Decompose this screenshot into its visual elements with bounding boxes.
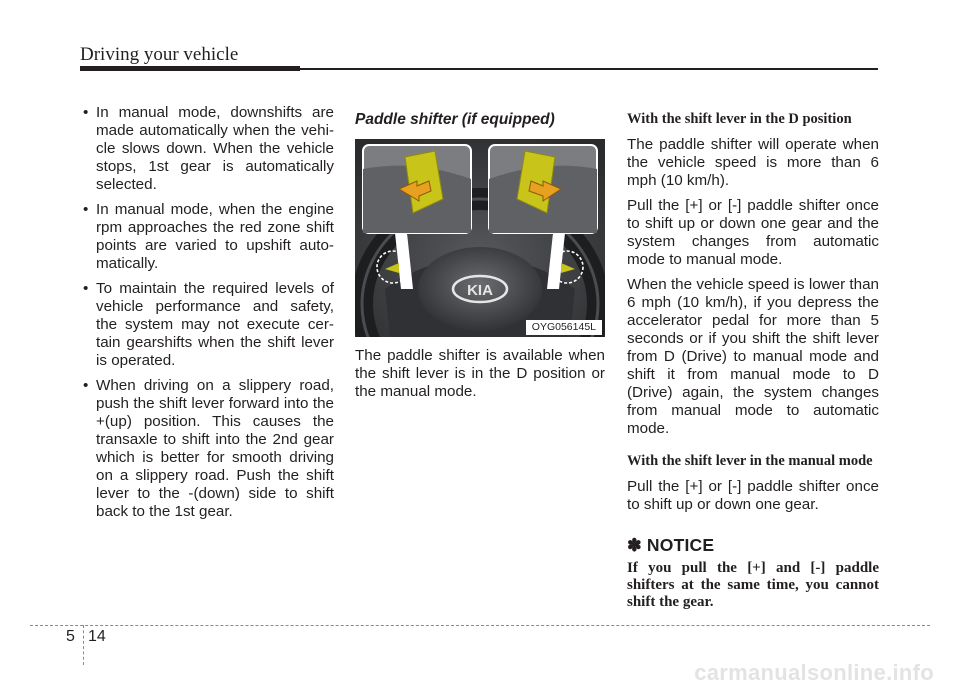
header-rule-thin [300, 68, 878, 70]
column-left [82, 104, 334, 528]
bullet-item: • In manual mode, downshifts are made automatically when the vehi-cle slows down. When the vehicle stops, 1st gear is automatically selected. [82, 104, 334, 194]
subheading-manual-mode: With the shift lever in the manual mode [627, 453, 873, 469]
bullet-list [82, 104, 334, 521]
paragraph: Pull the [+] or [-] paddle shifter once to shift up or down one gear and the system changes from automatic mode to manual mode. [627, 197, 879, 268]
watermark: carmanualsonline.info [694, 660, 934, 685]
footer-rule [30, 625, 930, 626]
paragraph: When the vehicle speed is lower than 6 mph (10 km/h), if you depress the accelerator pedal for more than 5 seconds or if you shift the shift lever from D (Drive) to manual mode and shift it from manual mode to D (Drive) again, the system changes from manual mode to automatic mode. [627, 276, 879, 437]
notice-text: If you pull the [+] and [-] paddle shifters at the same time, you cannot shift the gear. [627, 560, 879, 610]
paragraph: Pull the [+] or [-] paddle shifter once to shift up or down one gear. [627, 478, 879, 513]
paddle-shifter-figure [355, 139, 605, 337]
column-right [627, 104, 879, 611]
figure-caption: OYG056145L [526, 320, 602, 335]
kia-logo: KIA [467, 282, 493, 299]
section-title: Paddle shifter (if equipped) [355, 111, 555, 128]
bullet-item: • When driving on a slippery road, push the shift lever forward into the +(up) position. This causes the transaxle to shift into the 2nd gear which is better for smooth driving on a slippery road. Push the shift lever to the -(down) side to shift back to the 1st gear. [82, 377, 334, 521]
footer-divider [83, 625, 84, 665]
page-number: 14 [88, 628, 106, 645]
subheading-d-position: With the shift lever in the D position [627, 111, 852, 127]
steering-wheel-illustration [355, 139, 605, 337]
paragraph: The paddle shifter will operate when the vehicle speed is more than 6 mph (10 km/h). [627, 136, 879, 189]
page-header-title: Driving your vehicle [80, 44, 239, 65]
chapter-number: 5 [66, 628, 75, 645]
bullet-item: • To maintain the required levels of vehicle performance and safety, the system may not execute cer-tain gearshifts when the shift lever is operated. [82, 280, 334, 370]
header-rule-thick [80, 66, 300, 71]
paragraph: The paddle shifter is available when the shift lever is in the D position or the manual mode. [355, 347, 605, 400]
bullet-item: • In manual mode, when the engine rpm approaches the red zone shift points are varied to upshift auto-matically. [82, 201, 334, 273]
notice-title: ✽ NOTICE [627, 535, 715, 555]
column-middle [355, 104, 605, 401]
